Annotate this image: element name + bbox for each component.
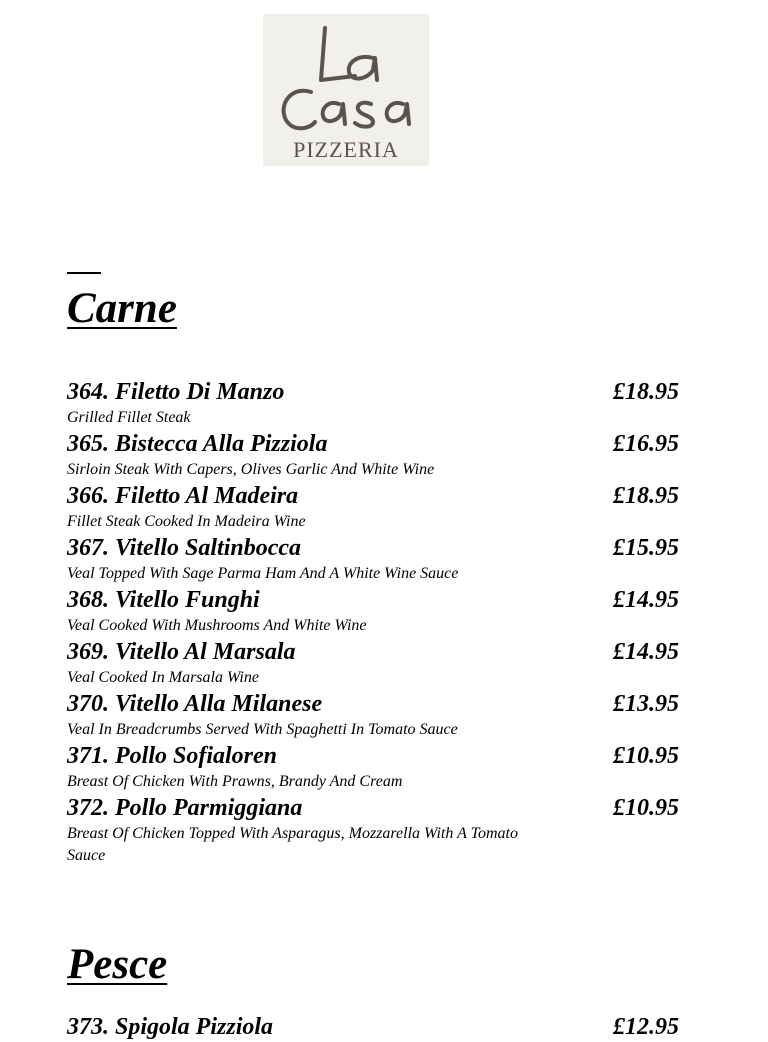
- item-name: 373. Spigola Pizziola: [67, 1014, 274, 1040]
- item-price: £13.95: [613, 691, 679, 717]
- menu-item: [67, 429, 707, 481]
- logo-pizzeria-text: PIZZERIA: [293, 137, 399, 162]
- menu-item: [67, 689, 707, 741]
- la-casa-pizzeria-logo: [263, 14, 429, 166]
- pesce-menu-list: [67, 1012, 707, 1042]
- carne-menu-list: [67, 377, 707, 867]
- item-description: Veal In Breadcrumbs Served With Spaghetti In Tomato Sauce: [67, 721, 458, 738]
- item-price: £16.95: [613, 431, 679, 457]
- item-price: £12.95: [613, 1014, 679, 1040]
- item-price: £14.95: [613, 587, 679, 613]
- item-price: £10.95: [613, 795, 679, 821]
- menu-item: [67, 741, 707, 793]
- item-name: 371. Pollo Sofialoren: [67, 743, 278, 769]
- item-name: 364. Filetto Di Manzo: [67, 379, 285, 405]
- item-name: 368. Vitello Funghi: [67, 587, 260, 613]
- item-name: 369. Vitello Al Marsala: [67, 639, 296, 665]
- menu-item: [67, 793, 707, 867]
- menu-item: [67, 481, 707, 533]
- item-name: 366. Filetto Al Madeira: [67, 483, 299, 509]
- item-name: 372. Pollo Parmiggiana: [67, 795, 303, 821]
- item-price: £14.95: [613, 639, 679, 665]
- item-name: 367. Vitello Saltinbocca: [67, 535, 302, 561]
- section-title-pesce: Pesce: [67, 941, 168, 988]
- item-description: Breast Of Chicken Topped With Asparagus, Mozzarella With A Tomato Sauce: [67, 825, 518, 864]
- item-description: Veal Topped With Sage Parma Ham And A White Wine Sauce: [67, 565, 459, 582]
- menu-item: [67, 533, 707, 585]
- menu-item: [67, 1012, 707, 1042]
- item-description: Grilled Fillet Steak: [67, 409, 191, 426]
- item-description: Sirloin Steak With Capers, Olives Garlic And White Wine: [67, 461, 435, 478]
- item-name: 370. Vitello Alla Milanese: [67, 691, 323, 717]
- section-title-carne: Carne: [67, 285, 177, 332]
- item-name: 365. Bistecca Alla Pizziola: [67, 431, 328, 457]
- item-price: £10.95: [613, 743, 679, 769]
- item-description: Fillet Steak Cooked In Madeira Wine: [67, 513, 306, 530]
- menu-item: [67, 377, 707, 429]
- menu-item: [67, 585, 707, 637]
- item-description: Veal Cooked In Marsala Wine: [67, 669, 259, 686]
- heading-rule: [67, 272, 101, 274]
- item-description: Breast Of Chicken With Prawns, Brandy And Cream: [67, 773, 403, 790]
- item-price: £18.95: [613, 483, 679, 509]
- item-price: £18.95: [613, 379, 679, 405]
- item-price: £15.95: [613, 535, 679, 561]
- item-description: Veal Cooked With Mushrooms And White Wine: [67, 617, 367, 634]
- menu-item: [67, 637, 707, 689]
- logo-mark: [263, 14, 429, 166]
